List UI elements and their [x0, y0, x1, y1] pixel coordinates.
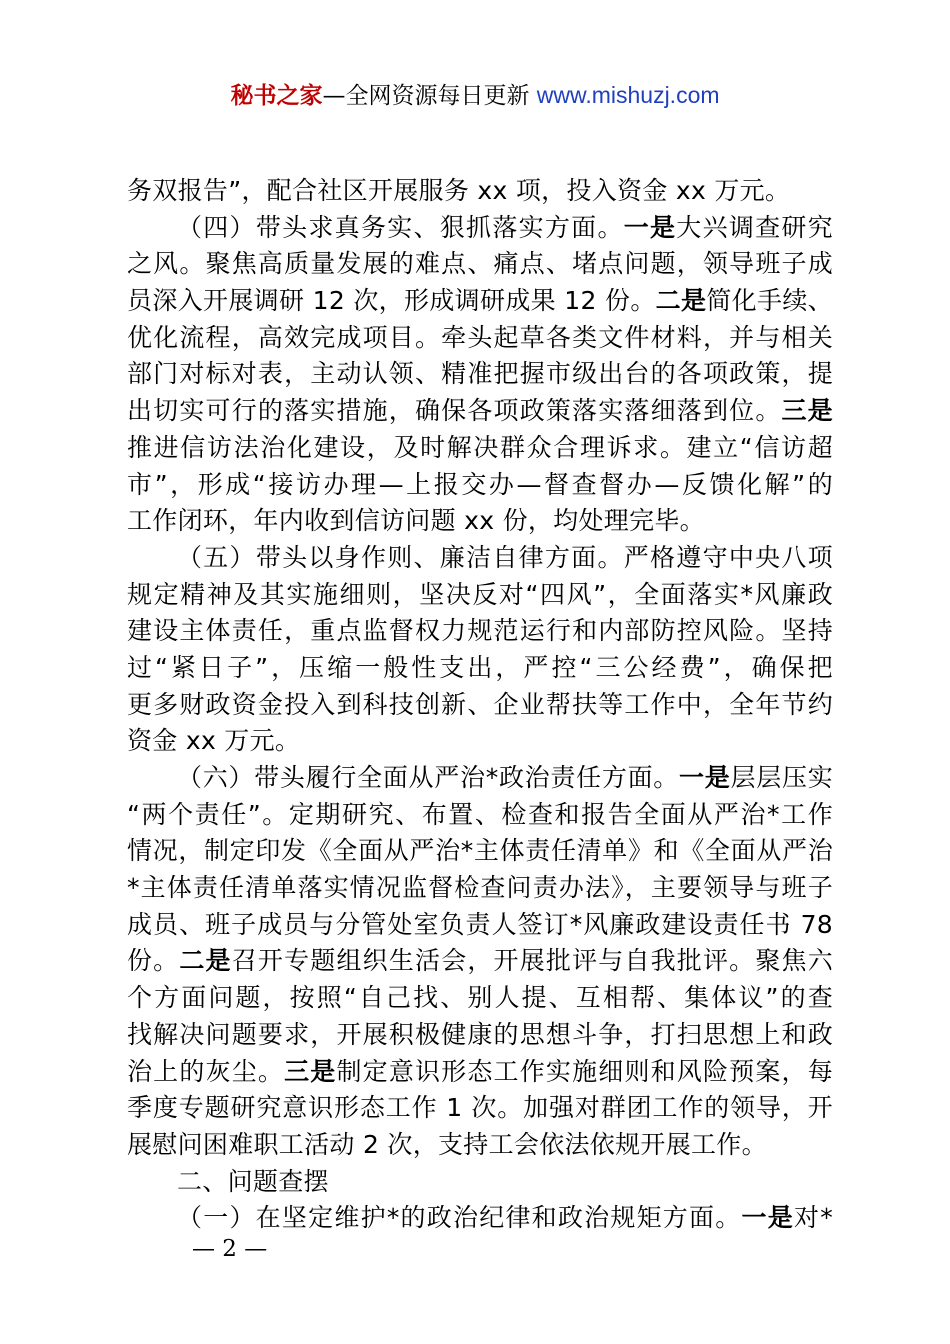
body-line — [127, 980, 833, 1017]
bold-marker: 一是 — [679, 763, 731, 792]
body-line — [127, 613, 833, 650]
line-text: 建设主体责任，重点监督权力规范运行和内部防控风险。坚持 — [127, 616, 833, 646]
body-line — [127, 1164, 833, 1201]
line-text: “两个责任”。定期研究、布置、检查和报告全面从严治*工作 — [127, 799, 833, 829]
body-line — [127, 320, 833, 357]
line-text: 找解决问题要求，开展积极健康的思想斗争，打扫思想上和政 — [127, 1019, 833, 1049]
body-line — [127, 356, 833, 393]
line-text: 出切实可行的落实措施，确保各项政策落实落细落到位。 — [127, 396, 782, 426]
line-text: 个方面问题，按照“自己找、别人提、互相帮、集体议”的查 — [127, 983, 833, 1013]
body-line — [127, 467, 833, 504]
line-text: 展慰问困难职工活动 2 次，支持工会依法依规开展工作。 — [127, 1129, 767, 1159]
bold-marker: 三是 — [284, 1056, 337, 1086]
line-text: 二、问题查摆 — [177, 1166, 329, 1196]
line-text: 规定精神及其实施细则，坚决反对“四风”，全面落实*风廉政 — [127, 579, 833, 609]
brand-name: 秘书之家 — [230, 83, 323, 109]
body-line — [127, 430, 833, 467]
body-line — [127, 540, 833, 577]
body-line — [127, 943, 833, 980]
body-line — [127, 577, 833, 614]
body-line — [127, 246, 833, 283]
line-text: 过“紧日子”，压缩一般性支出，严控“三公经费”，确保把 — [127, 652, 833, 682]
site-header — [0, 78, 950, 113]
bold-marker: 一是 — [623, 212, 677, 242]
body-line — [127, 687, 833, 724]
bold-marker: 二是 — [655, 286, 707, 316]
line-text: 工作闭环，年内收到信访问题 xx 份，均处理完毕。 — [127, 506, 705, 536]
bold-marker: 二是 — [179, 946, 232, 976]
body-line — [127, 907, 833, 944]
line-text: 之风。聚焦高质量发展的难点、痛点、堵点问题，领导班子成 — [127, 249, 833, 279]
line-text-tail: 层层压实 — [730, 763, 833, 792]
body-line — [127, 760, 833, 797]
line-text: 部门对标对表，主动认领、精准把握市级出台的各项政策，提 — [127, 359, 833, 389]
body-line — [127, 1054, 833, 1091]
body-line — [127, 1090, 833, 1127]
body-line — [127, 1017, 833, 1054]
line-text-tail: 对* — [793, 1203, 833, 1233]
document-body — [127, 173, 833, 1237]
body-line — [127, 283, 833, 320]
body-line — [127, 797, 833, 834]
line-text: （六）带头履行全面从严治*政治责任方面。 — [177, 763, 680, 792]
line-text-tail: 制定意识形态工作实施细则和风险预案，每 — [336, 1056, 834, 1086]
line-text: （五）带头以身作则、廉洁自律方面。严格遵守中央八项 — [177, 542, 833, 572]
line-text: *主体责任清单落实情况监督检查问责办法》，主要领导与班子 — [127, 873, 833, 903]
body-line — [127, 723, 833, 760]
body-line — [127, 870, 833, 907]
line-text-tail: 大兴调查研究 — [676, 212, 833, 242]
line-text: 成员、班子成员与分管处室负责人签订*风廉政建设责任书 78 — [127, 909, 833, 939]
bold-marker: 一是 — [741, 1203, 794, 1233]
site-url-link[interactable]: www.mishuzj.com — [536, 82, 720, 108]
line-text: 季度专题研究意识形态工作 1 次。加强对群团工作的领导，开 — [127, 1093, 833, 1123]
header-tagline: —全网资源每日更新 — [322, 83, 537, 109]
body-line — [127, 210, 833, 247]
line-text: （四）带头求真务实、狠抓落实方面。 — [177, 212, 624, 242]
line-text: 份。 — [127, 946, 180, 976]
line-text: 治上的灰尘。 — [127, 1056, 285, 1086]
body-line — [127, 833, 833, 870]
body-line — [127, 173, 833, 210]
line-text-tail: 召开专题组织生活会，开展批评与自我批评。聚焦六 — [231, 946, 834, 976]
bold-marker: 三是 — [781, 396, 833, 426]
line-text: 务双报告”，配合社区开展服务 xx 项，投入资金 xx 万元。 — [127, 176, 791, 205]
line-text: 推进信访法治化建设，及时解决群众合理诉求。建立“信访超 — [127, 432, 833, 462]
line-text: 更多财政资金投入到科技创新、企业帮扶等工作中，全年节约 — [127, 689, 833, 719]
line-text-tail: 简化手续、 — [706, 286, 833, 316]
page-number: — 2 — — [192, 1236, 268, 1262]
body-line — [127, 503, 833, 540]
line-text: 情况，制定印发《全面从严治*主体责任清单》和《全面从严治 — [127, 836, 833, 866]
line-text: 优化流程，高效完成项目。牵头起草各类文件材料，并与相关 — [127, 322, 833, 352]
line-text: （一）在坚定维护*的政治纪律和政治规矩方面。 — [177, 1203, 742, 1233]
body-line — [127, 1127, 833, 1164]
line-text: 员深入开展调研 12 次，形成调研成果 12 份。 — [127, 286, 656, 316]
body-line — [127, 393, 833, 430]
line-text: 资金 xx 万元。 — [127, 726, 301, 756]
body-line — [127, 650, 833, 687]
line-text: 市”，形成“接访办理—上报交办—督查督办—反馈化解”的 — [127, 469, 833, 499]
